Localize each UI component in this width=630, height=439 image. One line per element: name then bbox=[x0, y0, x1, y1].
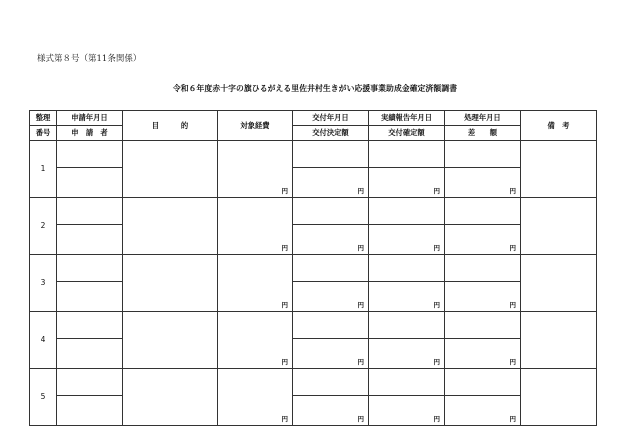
eligible-expenses-cell[interactable]: 円 bbox=[218, 369, 293, 426]
eligible-expenses-cell[interactable]: 円 bbox=[218, 312, 293, 369]
header-grant-decision-amount: 交付決定額 bbox=[293, 126, 369, 141]
applicant-cell[interactable] bbox=[57, 339, 123, 369]
document-title: 令和６年度赤十字の旗ひるがえる里佐井村生きがい応援事業助成金確定済額調書 bbox=[172, 84, 458, 93]
header-grant-date: 交付年月日 bbox=[293, 111, 369, 126]
table-row bbox=[30, 255, 597, 282]
table-row bbox=[30, 396, 597, 426]
purpose-cell[interactable] bbox=[123, 369, 218, 426]
header-report-date: 実績報告年月日 bbox=[369, 111, 445, 126]
difference-cell[interactable]: 円 bbox=[445, 168, 521, 198]
table-row bbox=[30, 141, 597, 168]
grant-date-cell[interactable] bbox=[293, 312, 369, 339]
table-row bbox=[30, 339, 597, 369]
header-row-1 bbox=[30, 111, 597, 126]
row-number: 4 bbox=[30, 312, 57, 369]
remarks-cell[interactable] bbox=[521, 369, 597, 426]
header-row-2 bbox=[30, 126, 597, 141]
header-processing-date: 処理年月日 bbox=[445, 111, 521, 126]
grant-confirmed-amount-cell[interactable]: 円 bbox=[369, 282, 445, 312]
table-row bbox=[30, 198, 597, 225]
table-row bbox=[30, 282, 597, 312]
difference-cell[interactable]: 円 bbox=[445, 396, 521, 426]
remarks-cell[interactable] bbox=[521, 141, 597, 198]
header-applicant: 申 請 者 bbox=[57, 126, 123, 141]
header-difference: 差 額 bbox=[445, 126, 521, 141]
header-eligible-expenses: 対象経費 bbox=[218, 111, 293, 141]
difference-cell[interactable]: 円 bbox=[445, 225, 521, 255]
grant-decision-amount-cell[interactable]: 円 bbox=[293, 225, 369, 255]
application-date-cell[interactable] bbox=[57, 312, 123, 339]
purpose-cell[interactable] bbox=[123, 141, 218, 198]
grant-date-cell[interactable] bbox=[293, 255, 369, 282]
grant-date-cell[interactable] bbox=[293, 141, 369, 168]
table-row bbox=[30, 369, 597, 396]
purpose-cell[interactable] bbox=[123, 198, 218, 255]
applicant-cell[interactable] bbox=[57, 168, 123, 198]
purpose-cell[interactable] bbox=[123, 255, 218, 312]
table-row bbox=[30, 312, 597, 339]
grant-decision-amount-cell[interactable]: 円 bbox=[293, 168, 369, 198]
processing-date-cell[interactable] bbox=[445, 369, 521, 396]
table-row bbox=[30, 225, 597, 255]
application-date-cell[interactable] bbox=[57, 369, 123, 396]
grant-confirmed-amount-cell[interactable]: 円 bbox=[369, 168, 445, 198]
header-seiri: 整理 bbox=[30, 111, 57, 126]
grant-decision-amount-cell[interactable]: 円 bbox=[293, 396, 369, 426]
processing-date-cell[interactable] bbox=[445, 141, 521, 168]
application-date-cell[interactable] bbox=[57, 141, 123, 168]
report-date-cell[interactable] bbox=[369, 198, 445, 225]
grant-confirmed-amount-cell[interactable]: 円 bbox=[369, 396, 445, 426]
application-date-cell[interactable] bbox=[57, 255, 123, 282]
application-date-cell[interactable] bbox=[57, 198, 123, 225]
remarks-cell[interactable] bbox=[521, 255, 597, 312]
grant-date-cell[interactable] bbox=[293, 198, 369, 225]
register-table bbox=[29, 110, 597, 426]
report-date-cell[interactable] bbox=[369, 255, 445, 282]
remarks-cell[interactable] bbox=[521, 198, 597, 255]
applicant-cell[interactable] bbox=[57, 396, 123, 426]
purpose-cell[interactable] bbox=[123, 312, 218, 369]
table-row bbox=[30, 168, 597, 198]
report-date-cell[interactable] bbox=[369, 312, 445, 339]
header-purpose: 目 的 bbox=[123, 111, 218, 141]
difference-cell[interactable]: 円 bbox=[445, 339, 521, 369]
header-bango: 番号 bbox=[30, 126, 57, 141]
grant-decision-amount-cell[interactable]: 円 bbox=[293, 339, 369, 369]
header-remarks: 備 考 bbox=[521, 111, 597, 141]
grant-date-cell[interactable] bbox=[293, 369, 369, 396]
header-grant-confirmed-amount: 交付確定額 bbox=[369, 126, 445, 141]
eligible-expenses-cell[interactable]: 円 bbox=[218, 198, 293, 255]
remarks-cell[interactable] bbox=[521, 312, 597, 369]
processing-date-cell[interactable] bbox=[445, 255, 521, 282]
row-number: 1 bbox=[30, 141, 57, 198]
grant-confirmed-amount-cell[interactable]: 円 bbox=[369, 225, 445, 255]
row-number: 2 bbox=[30, 198, 57, 255]
row-number: 3 bbox=[30, 255, 57, 312]
report-date-cell[interactable] bbox=[369, 141, 445, 168]
grant-confirmed-amount-cell[interactable]: 円 bbox=[369, 339, 445, 369]
header-application-date: 申請年月日 bbox=[57, 111, 123, 126]
processing-date-cell[interactable] bbox=[445, 198, 521, 225]
applicant-cell[interactable] bbox=[57, 282, 123, 312]
applicant-cell[interactable] bbox=[57, 225, 123, 255]
difference-cell[interactable]: 円 bbox=[445, 282, 521, 312]
grant-decision-amount-cell[interactable]: 円 bbox=[293, 282, 369, 312]
eligible-expenses-cell[interactable]: 円 bbox=[218, 255, 293, 312]
row-number: 5 bbox=[30, 369, 57, 426]
eligible-expenses-cell[interactable]: 円 bbox=[218, 141, 293, 198]
processing-date-cell[interactable] bbox=[445, 312, 521, 339]
form-number: 様式第８号（第11条関係） bbox=[37, 54, 142, 64]
report-date-cell[interactable] bbox=[369, 369, 445, 396]
